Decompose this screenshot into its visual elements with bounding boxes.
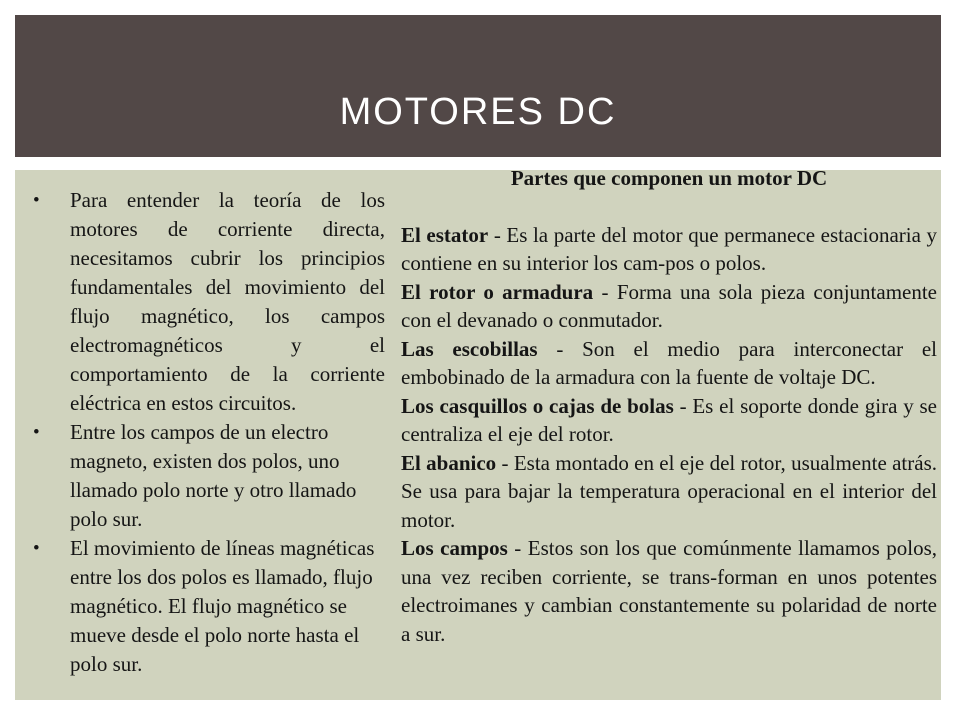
part-term: El abanico [401,450,497,475]
part-description: - Estos son los que comúnmente llamamos polos, una vez reciben corriente, se trans-forman en unos potentes electroimanes y cambian constantemente su polaridad de norte a sur. [401,536,937,646]
bullet-icon: • [33,422,40,443]
part-description: - Es la parte del motor que permanece estacionaria y contiene en su interior los cam-pos o polos. [401,222,937,275]
part-term: Los campos [401,536,508,560]
bullet-item [33,534,385,679]
part-description: - Son el medio para interconectar el embobinado de la armadura con la fuente de voltaje DC. [401,336,937,389]
part-term: El rotor o armadura [401,279,594,304]
bullet-icon: • [33,538,40,559]
bullet-text: El movimiento de líneas magnéticas entre los dos polos es llamado, flujo magnético. El flujo magnético se mueve desde el polo norte hasta el polo sur. [70,536,375,676]
part-description: - Es el soporte donde gira y se centraliza el eje del rotor. [401,393,937,446]
part-paragraph [401,534,937,648]
right-column [401,164,937,648]
part-description: - Forma una sola pieza conjuntamente con el devanado o conmutador. [401,279,938,332]
part-paragraph [401,392,937,449]
part-term: El estator [401,222,489,247]
part-term: Las escobillas [401,336,538,361]
part-paragraph [401,449,937,535]
part-term: Los casquillos o cajas de bolas [401,393,674,418]
part-description: - Esta montado en el eje del rotor, usualmente atrás. Se usa para bajar la temperatura operacional en el interior del motor. [401,450,937,532]
bullet-icon: • [33,190,40,211]
bullet-text: Entre los campos de un electro magneto, existen dos polos, uno llamado polo norte y otro llamado polo sur. [70,420,357,531]
bullet-text: Para entender la teoría de los motores de corriente directa, necesitamos cubrir los principios fundamentales del movimiento del flujo magnético, los campos electromagnéticos y el comportamiento de la corriente eléctrica en estos circuitos. [70,188,385,415]
parts-heading: Partes que componen un motor DC [510,166,828,190]
part-paragraph [401,335,937,392]
slide-title: MOTORES DC [339,91,617,133]
title-bar [15,15,941,157]
part-paragraph [401,278,937,335]
part-paragraph [401,221,937,278]
bullet-item [33,418,385,534]
bullet-list [33,186,385,679]
bullet-item [33,186,385,418]
left-column [33,186,385,679]
